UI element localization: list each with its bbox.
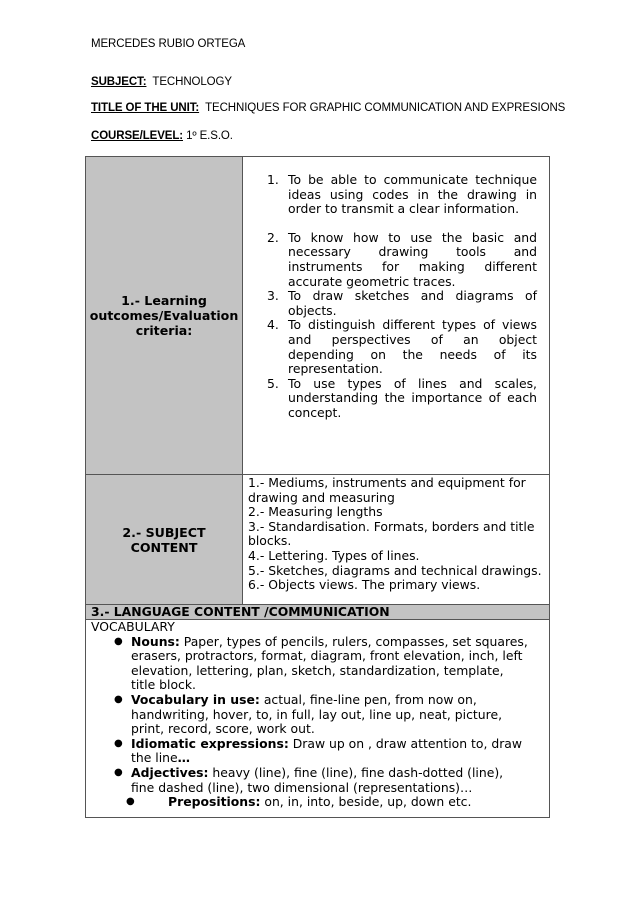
bullet-icon: ● [114,766,123,778]
vocab-term: Vocabulary in use: [131,691,260,707]
vocab-text: Paper, types of pencils, rulers, compasses, set squares, erasers, protractors, format, diagram, front elevation, inch, left elevation, lettering, plan, sketch, standardization, template, title block. [131,633,528,693]
learning-outcomes-list [267,173,537,421]
content-item: 5.- Sketches, diagrams and technical drawings. [248,562,542,578]
bullet-icon: ● [114,635,123,647]
label-line: 1.- Learning [121,293,207,308]
subject-line [91,76,232,88]
subject-label: SUBJECT: [91,76,147,88]
course-level-label: COURSE/LEVEL: [91,130,183,142]
label-line: 2.- SUBJECT [122,524,206,540]
language-content-cell [86,620,549,810]
bullet-icon: ● [114,693,123,705]
unit-plan-table [85,156,550,818]
vocab-term: Idiomatic expressions: [131,735,289,751]
list-item [91,766,529,795]
vocab-text: heavy (line), fine (line), fine dash-dotted (line), fine dashed (line), two dimensional (representations)… [131,764,504,795]
vocab-text: Draw up on , draw attention to, draw the line [131,735,523,766]
list-item [267,377,537,421]
bullet-icon: ● [126,796,135,808]
author-name: MERCEDES RUBIO ORTEGA [91,38,246,50]
content-item: 1.- Mediums, instruments and equipment for drawing and measuring [248,475,526,505]
course-level-line [91,130,233,142]
subject-content-cell [243,475,549,604]
list-item [91,737,529,766]
learning-outcomes-cell [243,157,549,474]
item-number: 1. [267,172,279,187]
subject-content-label [86,475,243,604]
item-text: To draw sketches and diagrams of objects. [288,288,537,318]
list-item [91,635,529,693]
list-item [267,318,537,376]
list-item [267,173,537,217]
vocab-term: Prepositions: [168,794,261,810]
vocabulary-list [91,635,529,810]
label-line: CONTENT [130,539,198,555]
language-content-title: 3.- LANGUAGE CONTENT /COMMUNICATION [86,605,549,619]
item-number: 3. [267,288,279,304]
content-item: 4.- Lettering. Types of lines. [248,547,420,563]
label-line: outcomes/Evaluation [89,308,239,323]
content-item: 2.- Measuring lengths [248,504,383,520]
item-text: To know how to use the basic and necessary drawing tools and instruments for making different accurate geometric traces. [288,229,537,289]
item-number: 2. [267,229,279,245]
label-line: criteria: [135,323,193,338]
vocab-term: Nouns: [131,633,180,649]
item-number: 5. [267,375,279,391]
list-item [91,693,529,737]
unit-title-label: TITLE OF THE UNIT: [91,102,200,114]
vocab-text: actual, fine-line pen, from now on, handwriting, hover, to, in full, lay out, line up, neat, picture, print, record, score, work out. [131,691,503,737]
item-text: To be able to communicate technique ideas using codes in the drawing in order to transmit a clear information. [288,172,537,217]
course-level-value: 1º E.S.O. [186,130,233,142]
unit-title-line [91,102,565,114]
vocab-suffix: … [177,750,191,766]
unit-title-value: TECHNIQUES FOR GRAPHIC COMMUNICATION AND EXPRESIONS [205,102,566,114]
learning-outcomes-label [86,157,243,474]
item-text: To distinguish different types of views and perspectives of an object depending on the needs of its representation. [288,317,537,377]
vocab-text: on, in, into, beside, up, down etc. [260,794,472,810]
list-item [267,231,537,289]
content-item: 3.- Standardisation. Formats, borders and title blocks. [248,518,535,549]
item-number: 4. [267,317,279,333]
content-item: 6.- Objects views. The primary views. [248,577,481,593]
list-item [267,289,537,318]
item-text: To use types of lines and scales, understanding the importance of each concept. [288,375,537,420]
bullet-icon: ● [114,737,123,749]
list-item [91,795,529,810]
subject-value: TECHNOLOGY [152,76,232,88]
vocabulary-heading: VOCABULARY [91,619,175,634]
vocab-term: Adjectives: [131,764,209,780]
